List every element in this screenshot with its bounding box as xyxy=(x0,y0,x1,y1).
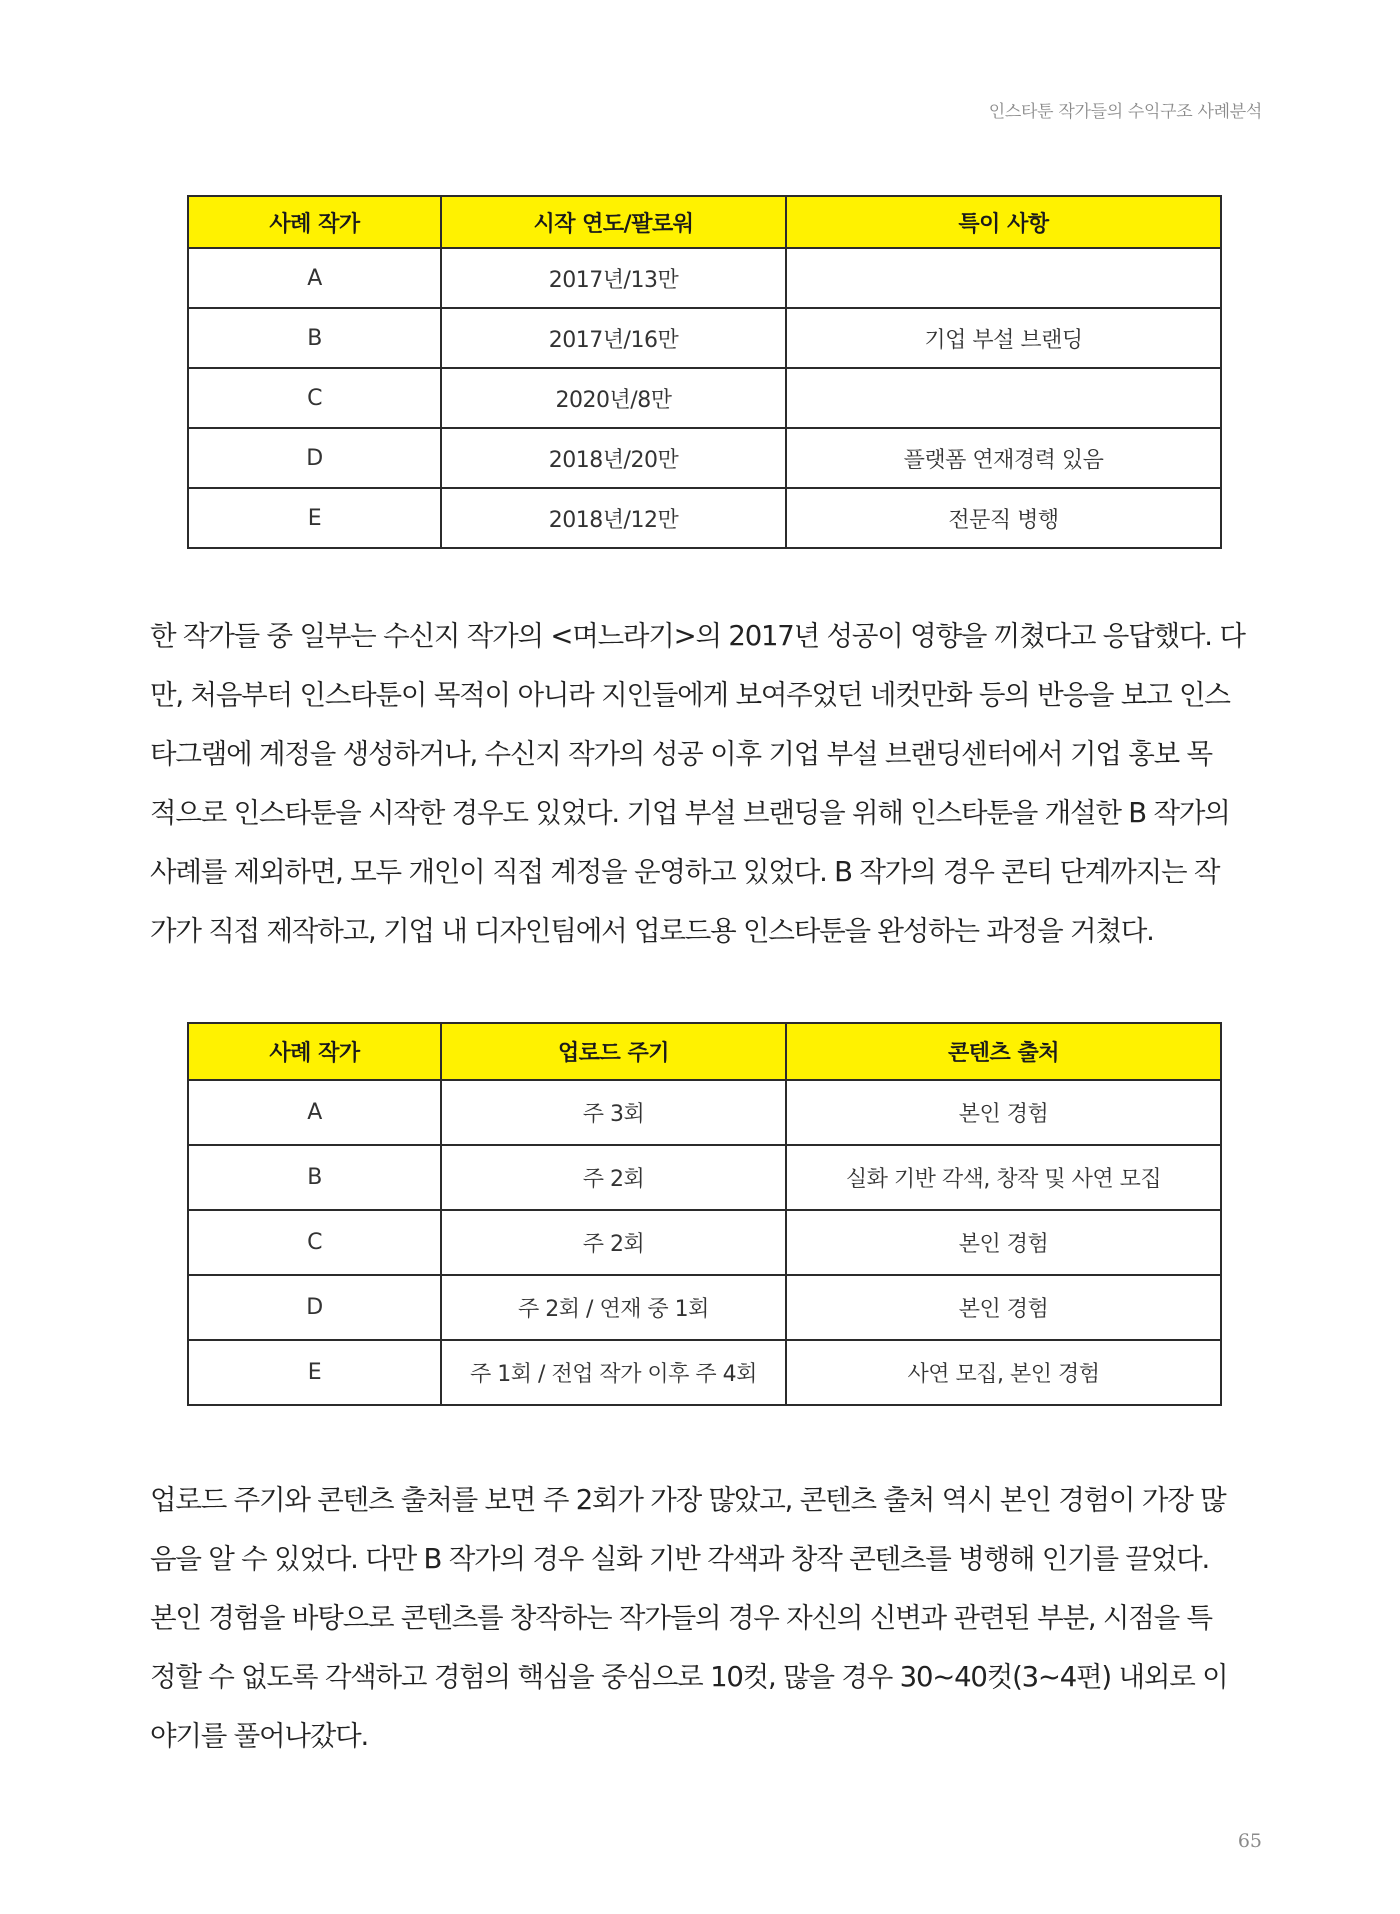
paragraph-line: 본인 경험을 바탕으로 콘텐츠를 창작하는 작가들의 경우 자신의 신변과 관련된 부분, 시점을 특 xyxy=(150,1602,1212,1634)
table-cell: C xyxy=(188,368,441,428)
table-cell: 주 3회 xyxy=(441,1080,786,1145)
table-row xyxy=(188,1340,1221,1405)
table-cell: 2017년/16만 xyxy=(441,308,786,368)
table-header-row xyxy=(188,196,1221,248)
paragraph-line: 야기를 풀어나갔다. xyxy=(150,1720,369,1752)
table-header-row xyxy=(188,1023,1221,1080)
table-cell: 실화 기반 각색, 창작 및 사연 모집 xyxy=(786,1145,1221,1210)
table-row xyxy=(188,1080,1221,1145)
table-cell: A xyxy=(188,1080,441,1145)
paragraph-line: 가가 직접 제작하고, 기업 내 디자인팀에서 업로드용 인스타툰을 완성하는 과정을 거쳤다. xyxy=(150,915,1154,947)
column-header: 특이 사항 xyxy=(786,196,1221,248)
table-row xyxy=(188,428,1221,488)
table-cell: 주 2회 xyxy=(441,1145,786,1210)
paragraph-line: 업로드 주기와 콘텐츠 출처를 보면 주 2회가 가장 많았고, 콘텐츠 출처 역시 본인 경험이 가장 많 xyxy=(150,1484,1226,1516)
table-row xyxy=(188,308,1221,368)
column-header: 콘텐츠 출처 xyxy=(786,1023,1221,1080)
upload-cycle-table xyxy=(187,1022,1222,1406)
table-cell: B xyxy=(188,1145,441,1210)
table-cell: B xyxy=(188,308,441,368)
table-row xyxy=(188,368,1221,428)
table-row xyxy=(188,1145,1221,1210)
table-cell: D xyxy=(188,1275,441,1340)
column-header: 시작 연도/팔로워 xyxy=(441,196,786,248)
table-row xyxy=(188,1275,1221,1340)
table-cell: D xyxy=(188,428,441,488)
table-cell: 본인 경험 xyxy=(786,1275,1221,1340)
paragraph-line: 한 작가들 중 일부는 수신지 작가의 <며느라기>의 2017년 성공이 영향을 끼쳤다고 응답했다. 다 xyxy=(150,620,1245,652)
column-header: 업로드 주기 xyxy=(441,1023,786,1080)
table-cell: E xyxy=(188,1340,441,1405)
table-cell: 2018년/20만 xyxy=(441,428,786,488)
table-cell: C xyxy=(188,1210,441,1275)
table-row xyxy=(188,1210,1221,1275)
table-cell: 본인 경험 xyxy=(786,1210,1221,1275)
table-cell: 기업 부설 브랜딩 xyxy=(786,308,1221,368)
table-cell xyxy=(786,368,1221,428)
table-cell: A xyxy=(188,248,441,308)
table-row xyxy=(188,488,1221,548)
table-cell: 본인 경험 xyxy=(786,1080,1221,1145)
table-cell: 주 2회 xyxy=(441,1210,786,1275)
page-number: 65 xyxy=(1237,1830,1262,1852)
paragraph-line: 만, 처음부터 인스타툰이 목적이 아니라 지인들에게 보여주었던 네컷만화 등의 반응을 보고 인스 xyxy=(150,679,1230,711)
writer-start-table xyxy=(187,195,1222,549)
table-cell: 2017년/13만 xyxy=(441,248,786,308)
column-header: 사례 작가 xyxy=(188,1023,441,1080)
table-cell: 2018년/12만 xyxy=(441,488,786,548)
body-paragraph xyxy=(150,1471,1260,1766)
running-header: 인스타툰 작가들의 수익구조 사례분석 xyxy=(988,102,1262,122)
column-header: 사례 작가 xyxy=(188,196,441,248)
paragraph-line: 사례를 제외하면, 모두 개인이 직접 계정을 운영하고 있었다. B 작가의 경우 콘티 단계까지는 작 xyxy=(150,856,1220,888)
table-cell xyxy=(786,248,1221,308)
table-cell: 전문직 병행 xyxy=(786,488,1221,548)
paragraph-line: 정할 수 없도록 각색하고 경험의 핵심을 중심으로 10컷, 많을 경우 30~40컷(3~4편) 내외로 이 xyxy=(150,1661,1228,1693)
paragraph-line: 타그램에 계정을 생성하거나, 수신지 작가의 성공 이후 기업 부설 브랜딩센터에서 기업 홍보 목 xyxy=(150,738,1212,770)
table-cell: 주 2회 / 연재 중 1회 xyxy=(441,1275,786,1340)
body-paragraph xyxy=(150,607,1260,961)
table-cell: 주 1회 / 전업 작가 이후 주 4회 xyxy=(441,1340,786,1405)
table-cell: 사연 모집, 본인 경험 xyxy=(786,1340,1221,1405)
table-cell: E xyxy=(188,488,441,548)
paragraph-line: 음을 알 수 있었다. 다만 B 작가의 경우 실화 기반 각색과 창작 콘텐츠를 병행해 인기를 끌었다. xyxy=(150,1543,1210,1575)
table-cell: 플랫폼 연재경력 있음 xyxy=(786,428,1221,488)
paragraph-line: 적으로 인스타툰을 시작한 경우도 있었다. 기업 부설 브랜딩을 위해 인스타툰을 개설한 B 작가의 xyxy=(150,797,1230,829)
table-cell: 2020년/8만 xyxy=(441,368,786,428)
table-row xyxy=(188,248,1221,308)
